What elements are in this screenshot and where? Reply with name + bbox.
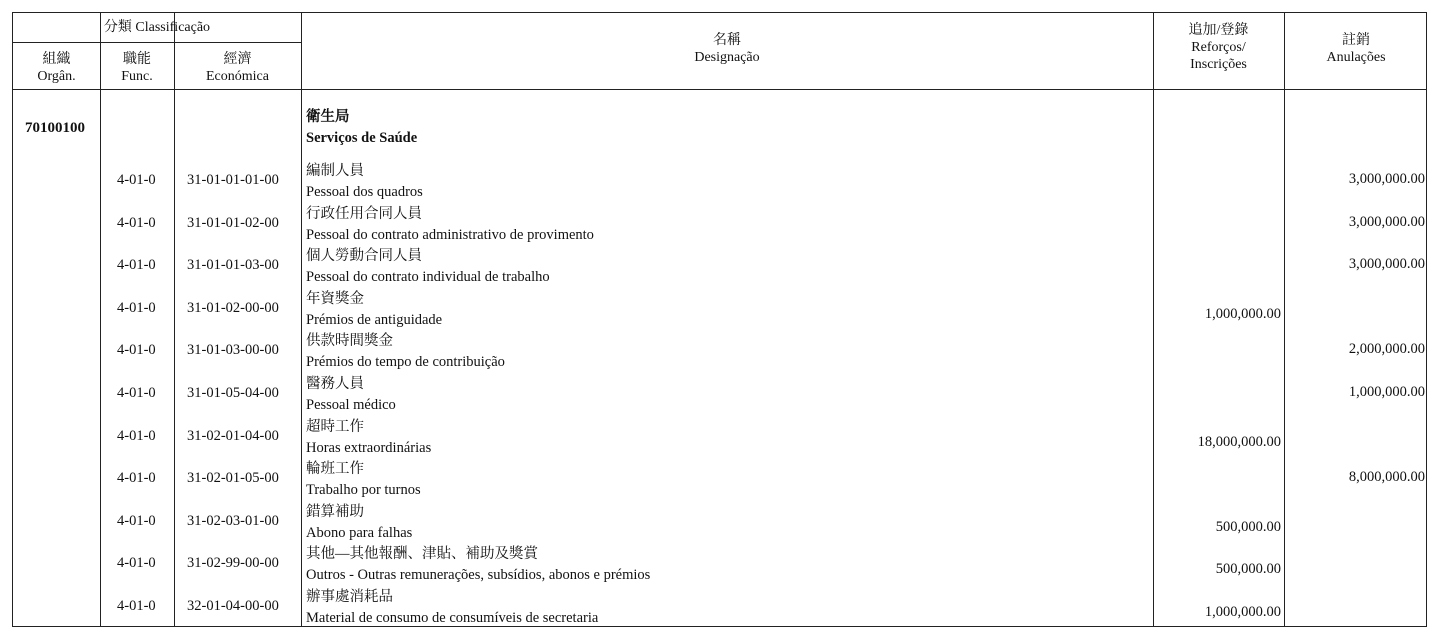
designation-pt: Material de consumo de consumíveis de secretaria — [306, 610, 599, 626]
econ-code: 31-01-03-00-00 — [187, 342, 279, 359]
designation-pt: Trabalho por turnos — [306, 482, 421, 499]
designation-pt: Abono para falhas — [306, 524, 413, 541]
designation-pt: Pessoal médico — [306, 397, 396, 413]
header-designation: 名稱 Designação — [694, 33, 760, 65]
designation — [306, 587, 598, 629]
designation-zh: 個人勞動合同人員 — [306, 248, 422, 265]
econ-code: 31-01-01-01-00 — [187, 172, 279, 188]
designation-pt: Prémios do tempo de contribuição — [306, 354, 505, 371]
func-code: 4-01-0 — [117, 427, 156, 444]
econ-code: 31-02-01-04-00 — [187, 427, 279, 444]
designation-zh: 年資獎金 — [306, 290, 364, 307]
designation-zh: 輪班工作 — [306, 461, 364, 478]
annul-amount: 2,000,000.00 — [1348, 341, 1425, 358]
func-code: 4-01-0 — [117, 555, 156, 572]
designation — [306, 417, 431, 459]
col-divider-econ — [301, 13, 302, 626]
designation — [306, 246, 550, 288]
department-code: 70100100 — [25, 120, 85, 136]
designation — [306, 374, 396, 416]
designation-zh: 其他—其他報酬、津貼、補助及獎賞 — [306, 546, 538, 563]
header-bottom-line — [13, 89, 1426, 90]
func-code: 4-01-0 — [117, 299, 156, 316]
department-name — [306, 107, 417, 149]
designation — [306, 289, 442, 331]
designation-pt: Pessoal do contrato administrativo de provimento — [306, 226, 594, 243]
designation — [306, 544, 650, 586]
econ-code: 31-02-01-05-00 — [187, 470, 279, 487]
designation — [306, 204, 594, 246]
annul-amount: 1,000,000.00 — [1348, 384, 1425, 400]
designation-pt: Horas extraordinárias — [306, 439, 432, 456]
designation — [306, 331, 505, 373]
annul-amount: 3,000,000.00 — [1348, 213, 1425, 230]
designation-pt: Pessoal do contrato individual de trabalho — [306, 269, 550, 286]
designation-zh: 錯算補助 — [306, 503, 364, 520]
reinforce-amount: 1,000,000.00 — [1204, 604, 1281, 620]
header-classification: 分類 Classificação — [103, 20, 211, 35]
designation-zh: 醫務人員 — [306, 376, 364, 392]
econ-code: 31-01-05-04-00 — [187, 385, 279, 401]
func-code: 4-01-0 — [117, 512, 156, 529]
func-code: 4-01-0 — [117, 172, 156, 188]
designation-zh: 供款時間獎金 — [306, 333, 393, 350]
col-divider-func — [174, 13, 175, 626]
header-organ: 組織 Orgân. — [37, 52, 76, 84]
annul-amount: 3,000,000.00 — [1348, 256, 1425, 273]
header-reinforce: 追加/登錄 Reforços/ Inscrições — [1188, 23, 1249, 72]
annul-amount: 3,000,000.00 — [1348, 171, 1425, 187]
reinforce-amount: 18,000,000.00 — [1197, 433, 1281, 450]
header-econ: 經濟 Económica — [206, 52, 269, 84]
department-name-zh: 衛生局 — [306, 109, 350, 125]
header-func: 職能 Func. — [121, 52, 153, 84]
designation — [306, 459, 421, 501]
econ-code: 31-01-02-00-00 — [187, 299, 279, 316]
col-divider-organ — [100, 13, 101, 626]
reinforce-amount: 1,000,000.00 — [1204, 305, 1281, 322]
col-divider-reinforce — [1284, 13, 1285, 626]
designation — [306, 502, 412, 544]
designation-zh: 辦事處消耗品 — [306, 589, 393, 605]
econ-code: 31-02-03-01-00 — [187, 512, 279, 529]
designation-zh: 超時工作 — [306, 418, 364, 435]
designation-zh: 行政任用合同人員 — [306, 205, 422, 222]
designation-pt: Pessoal dos quadros — [306, 184, 423, 200]
econ-code: 31-02-99-00-00 — [187, 555, 279, 572]
budget-table — [12, 12, 1427, 627]
reinforce-amount: 500,000.00 — [1215, 518, 1281, 535]
func-code: 4-01-0 — [117, 257, 156, 274]
designation-pt: Outros - Outras remunerações, subsídios, abonos e prémios — [306, 567, 651, 584]
func-code: 4-01-0 — [117, 385, 156, 401]
designation-zh: 編制人員 — [306, 163, 364, 179]
func-code: 4-01-0 — [117, 342, 156, 359]
header-annul: 註銷 Anulações — [1326, 33, 1386, 65]
designation-pt: Prémios de antiguidade — [306, 311, 443, 328]
annul-amount: 8,000,000.00 — [1348, 469, 1425, 486]
func-code: 4-01-0 — [117, 214, 156, 231]
designation — [306, 161, 423, 203]
econ-code: 31-01-01-02-00 — [187, 214, 279, 231]
econ-code: 31-01-01-03-00 — [187, 257, 279, 274]
func-code: 4-01-0 — [117, 598, 156, 614]
func-code: 4-01-0 — [117, 470, 156, 487]
classification-subheader-line — [13, 42, 301, 43]
department-name-pt: Serviços de Saúde — [306, 130, 418, 146]
reinforce-amount: 500,000.00 — [1215, 561, 1281, 578]
econ-code: 32-01-04-00-00 — [187, 598, 279, 614]
